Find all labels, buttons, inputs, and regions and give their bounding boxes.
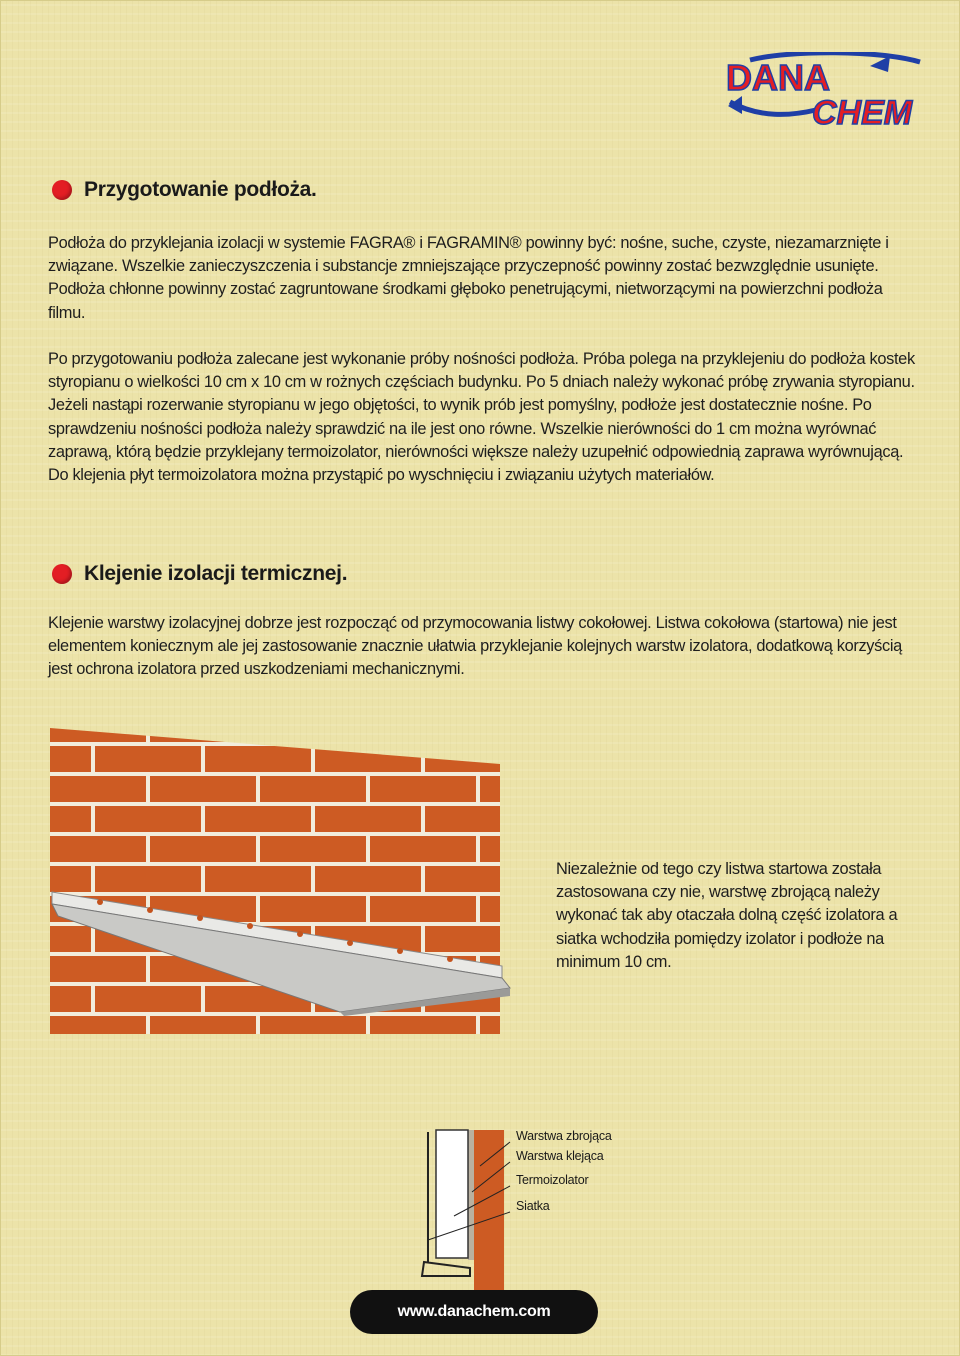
paragraph: Podłoża do przyklejania izolacji w systemie FAGRA® i FAGRAMIN® powinny być: nośne, suche, czyste, niezamarznięte i związane. Wszelkie zanieczyszczenia i substancje zmniejszające przyczepność powinny zostać bezwzględnie usunięte. Podłoża chłonne powinny zostać zagruntowane środkami głęboko penetrującymi, nietworzącymi na powierzchni podłoża filmu. [48,234,889,322]
layer-label-reinforcing: Warstwa zbrojąca [516,1129,612,1143]
paragraph: Po przygotowaniu podłoża zalecane jest wykonanie próby nośności podłoża. Próba polega na przyklejeniu do podłoża kostek styropianu o wielkości 10 cm x 10 cm w rożnych częściach budynku. Po 5 dniach należy wykonać próbę zrywania styropianu. Jeżeli nastąpi rozerwanie styropianu w jego objętości, to wynik prób jest pomyślny, podłoże jest dostatecznie nośne. Po sprawdzeniu nośności podłoża należy sprawdzić na ile jest ono równe. Wszelkie nierówności do 1 cm można wyrównać zaprawą, którą będzie przyklejany termoizolator, nierówności większe należy uzupełnić odpowiednią zaprawa wyrównującą. Do klejenia płyt termoizolatora można przystąpić po wyschnięciu i związaniu użytych materiałów. [48,350,915,485]
danachem-logo [720,52,930,134]
logo-text-chem: CHEM [812,94,913,132]
brick-wall-illustration [40,716,540,1046]
side-note: Niezależnie od tego czy listwa startowa została zastosowana czy nie, warstwę zbrojącą należy wykonać tak aby otaczała dolną część izolatora a siatka wchodziła pomiędzy izolator i podłoże na minimum 10 cm. [556,860,898,971]
section-heading-gluing [52,562,347,586]
red-bullet-icon [52,180,72,200]
layer-label-mesh: Siatka [516,1199,550,1213]
section-title: Przygotowanie podłoża. [84,178,317,201]
website-badge[interactable] [350,1290,598,1334]
section-title: Klejenie izolacji termicznej. [84,562,348,585]
layer-label-insulator: Termoizolator [516,1173,589,1187]
red-bullet-icon [52,564,72,584]
logo-text-dana: DANA [726,57,830,98]
layer-label-adhesive: Warstwa klejąca [516,1149,604,1163]
website-url[interactable]: www.danachem.com [397,1303,551,1320]
insulation-layers-diagram [410,1122,650,1292]
section-heading-preparation [52,178,317,202]
paragraph: Klejenie warstwy izolacyjnej dobrze jest rozpocząć od przymocowania listwy cokołowej. Listwa cokołowa (startowa) nie jest elementem koniecznym ale jej zastosowanie znacznie ułatwia przyklejanie kolejnych warstw izolatora, dodatkową korzyścią jest ochrona izolatora przed uszkodzeniami mechanicznymi. [48,614,902,679]
